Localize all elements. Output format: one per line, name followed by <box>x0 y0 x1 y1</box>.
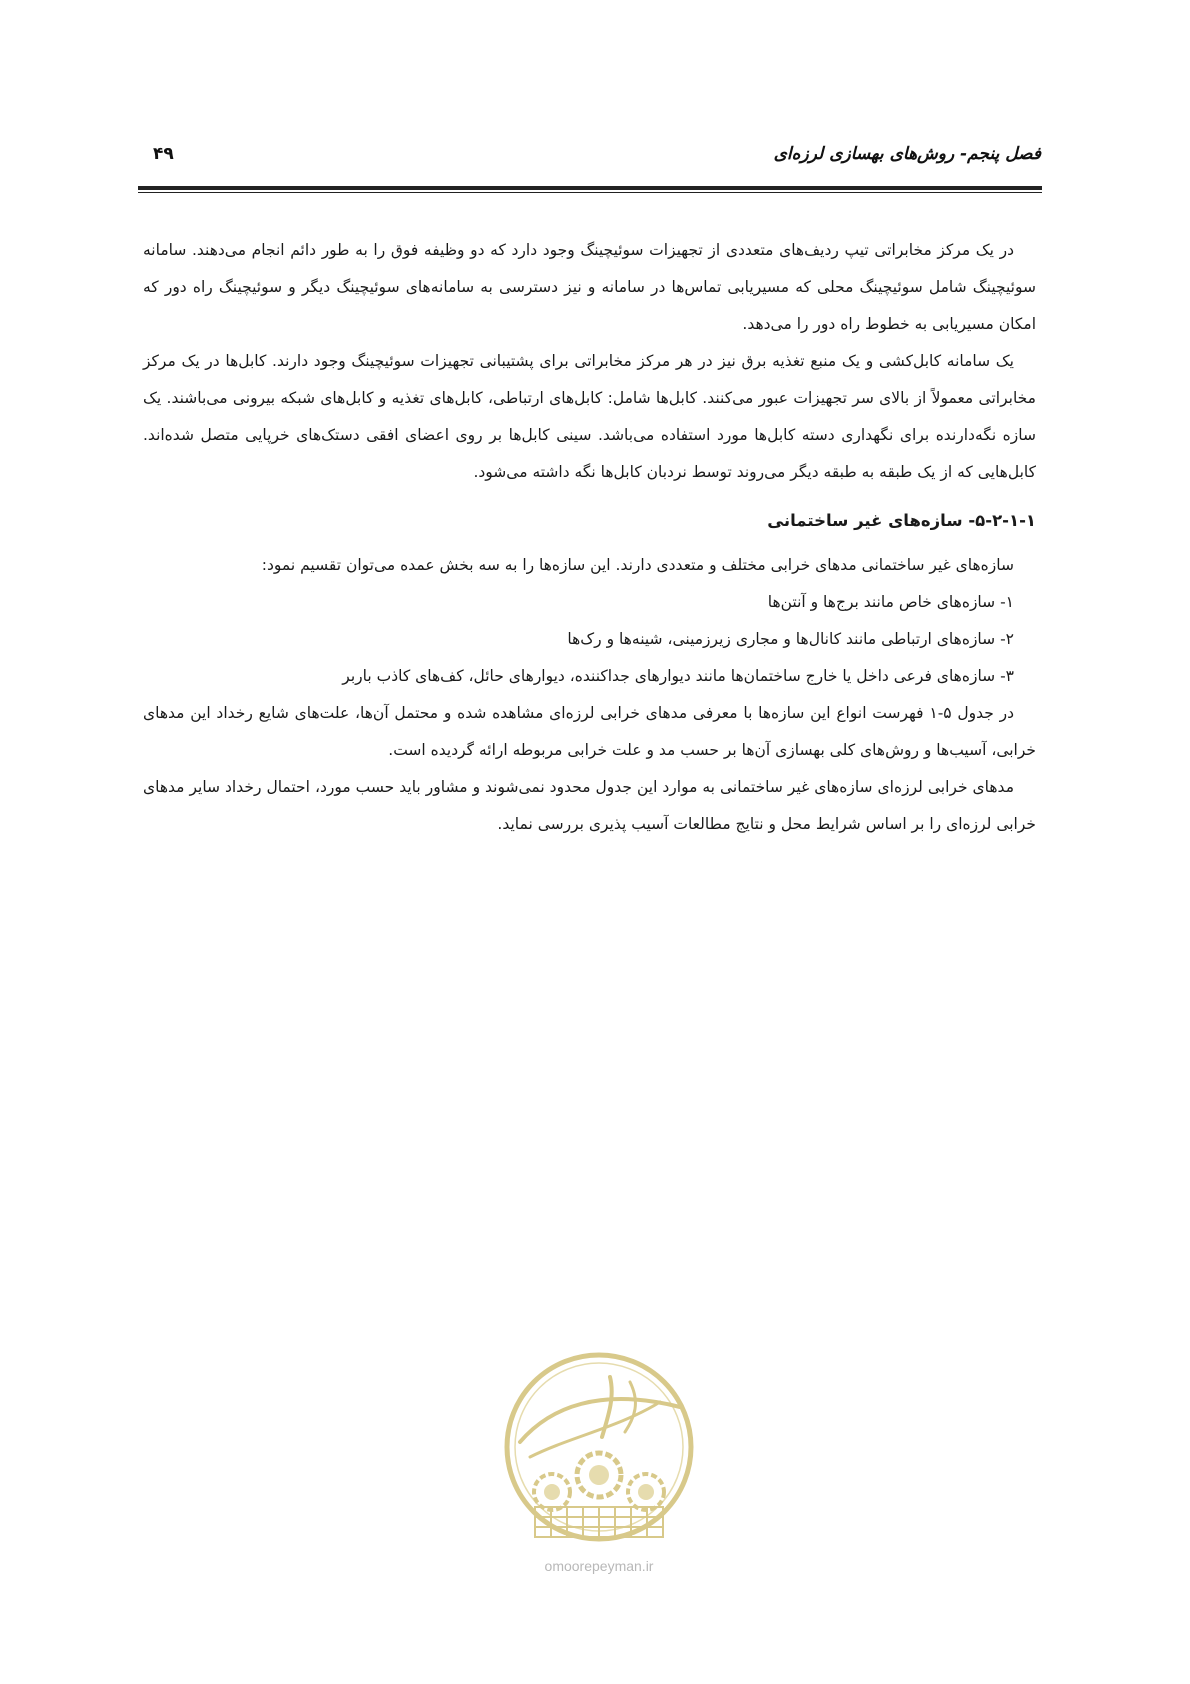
page-body <box>143 232 1036 843</box>
watermark-website: omoorepeyman.ir <box>544 1558 654 1574</box>
paragraph: در یک مرکز مخابراتی تیپ ردیف‌های متعددی از تجهیزات سوئیچینگ وجود دارد که دو وظیفه فوق را به طور دائم انجام می‌دهند. سامانه سوئیچینگ شامل سوئیچینگ محلی که مسیریابی تماس‌ها در سامانه و نیز دسترسی به سامانه‌های سوئیچینگ دیگر و سوئیچینگ راه دور که امکان مسیریابی به خطوط راه دور را می‌دهد. <box>143 241 1036 333</box>
logo-seal-icon <box>490 1347 708 1557</box>
chapter-title: فصل پنجم- روش‌های بهسازی لرزه‌ای <box>773 144 1041 164</box>
header-rule-thin <box>138 192 1042 193</box>
list-item: ۲- سازه‌های ارتباطی مانند کانال‌ها و مجاری زیرزمینی، شینه‌ها و رک‌ها <box>567 630 1014 648</box>
list-item: ۳- سازه‌های فرعی داخل یا خارج ساختمان‌ها مانند دیوارهای جداکننده، دیوارهای حائل، کف‌های کاذب باربر <box>342 667 1014 685</box>
paragraph: مدهای خرابی لرزه‌ای سازه‌های غیر ساختمانی به موارد این جدول محدود نمی‌شوند و مشاور باید حسب مورد، احتمال رخداد سایر مدهای خرابی لرزه‌ای را بر اساس شرایط محل و نتایج مطالعات آسیب پذیری بررسی نماید. <box>143 778 1036 833</box>
list-item: ۱- سازه‌های خاص مانند برج‌ها و آنتن‌ها <box>767 593 1014 611</box>
page-number: ۴۹ <box>153 144 174 164</box>
paragraph: در جدول ۵-۱ فهرست انواع این سازه‌ها با معرفی مدهای خرابی لرزه‌ای مشاهده شده و محتمل آن‌ها، علت‌های شایع رخداد این مدهای خرابی، آسیب‌ها و روش‌های کلی بهسازی آن‌ها بر حسب مد و علت خرابی مربوطه ارائه گردیده است. <box>143 704 1036 759</box>
paragraph: یک سامانه کابل‌کشی و یک منبع تغذیه برق نیز در هر مرکز مخابراتی برای پشتیبانی تجهیزات سوئیچینگ وجود دارند. کابل‌ها در یک مرکز مخابراتی معمولاً از بالای سر تجهیزات عبور می‌کنند. کابل‌ها شامل: کابل‌های ارتباطی، کابل‌های تغذیه و کابل‌های شبکه بیرونی می‌باشند. یک سازه نگه‌دارنده برای نگهداری دسته کابل‌ها مورد استفاده می‌باشد. سینی کابل‌ها بر روی اعضای افقی دستک‌های خرپایی متصل شده‌اند. کابل‌هایی که از یک طبقه به طبقه دیگر می‌روند توسط نردبان کابل‌ها نگه داشته می‌شود. <box>143 352 1036 481</box>
section-heading: ۵-۲-۱-۱- سازه‌های غیر ساختمانی <box>767 511 1036 530</box>
watermark-logo <box>490 1347 708 1557</box>
header-rule-thick <box>138 186 1042 190</box>
paragraph-intro: سازه‌های غیر ساختمانی مدهای خرابی مختلف و متعددی دارند. این سازه‌ها را به سه بخش عمده می‌توان تقسیم نمود: <box>261 556 1014 574</box>
page-header <box>143 140 1041 180</box>
